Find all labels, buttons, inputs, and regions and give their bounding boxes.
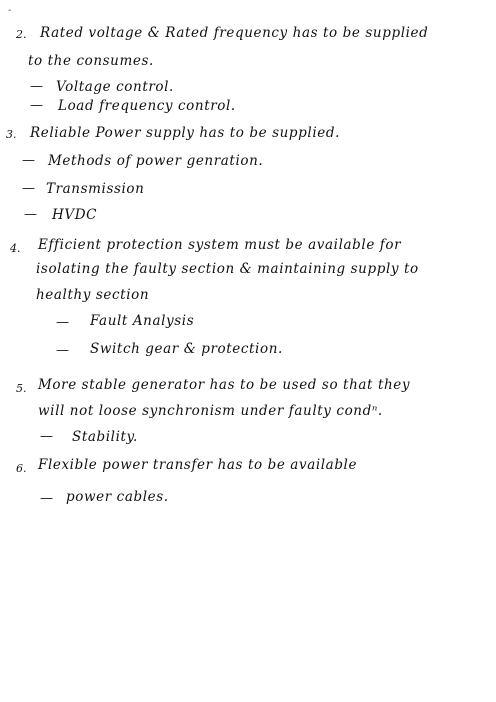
- item-number: 4.: [10, 242, 21, 255]
- sub-item: Transmission: [46, 181, 145, 197]
- item-line: Flexible power transfer has to be available: [38, 457, 358, 473]
- item-line: isolating the faulty section & maintaining supply to: [36, 261, 419, 277]
- sub-item: HVDC: [52, 207, 98, 223]
- sub-item: Methods of power genration.: [48, 153, 264, 169]
- sub-item: Switch gear & protection.: [90, 341, 283, 357]
- item-number: 2.: [16, 28, 27, 41]
- item-line: Efficient protection system must be available for: [38, 237, 402, 253]
- item-line: Reliable Power supply has to be supplied.: [30, 125, 340, 141]
- item-number: 6.: [16, 462, 27, 475]
- item-line: to the consumes.: [28, 53, 154, 69]
- sub-item: Stability.: [72, 429, 138, 445]
- dash-bullet: —: [22, 181, 35, 196]
- item-number: 5.: [16, 382, 27, 395]
- sub-item: power cables.: [66, 489, 169, 505]
- item-number: 3.: [6, 128, 17, 141]
- item-line: will not loose synchronism under faulty condⁿ.: [38, 403, 383, 419]
- dash-bullet: —: [22, 153, 35, 168]
- dash-bullet: —: [30, 98, 43, 113]
- dash-bullet: —: [40, 429, 53, 444]
- dash-bullet: —: [24, 207, 37, 222]
- dash-bullet: —: [30, 79, 43, 94]
- sub-item: Voltage control.: [56, 79, 174, 95]
- corner-mark: -: [8, 5, 12, 16]
- sub-item: Fault Analysis: [90, 313, 195, 329]
- sub-item: Load frequency control.: [58, 98, 236, 114]
- item-line: healthy section: [36, 287, 150, 303]
- item-line: More stable generator has to be used so that they: [38, 377, 411, 393]
- dash-bullet: —: [56, 343, 69, 358]
- dash-bullet: —: [56, 315, 69, 330]
- dash-bullet: —: [40, 491, 53, 506]
- item-line: Rated voltage & Rated frequency has to be supplied: [40, 25, 429, 41]
